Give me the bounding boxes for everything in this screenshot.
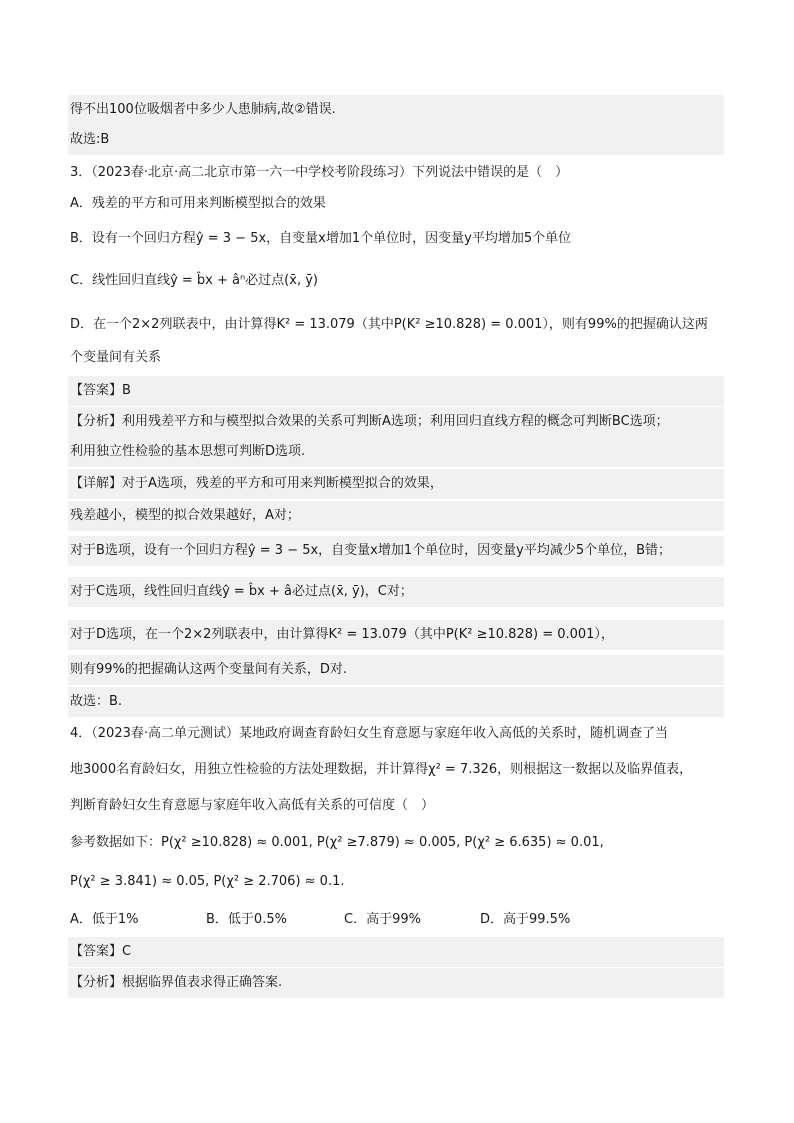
q3-option-d-cont: 个变量间有关系 <box>70 350 162 365</box>
q3-option-b: B．设有一个回归方程ŷ = 3 − 5x，自变量x增加1个单位时，因变量y平均增加5个单位 <box>70 231 572 246</box>
q3-option-a: A．残差的平方和可用来判断模型拟合的效果 <box>70 196 326 211</box>
question-4-stem-cont: 判断育龄妇女生育意愿与家庭年收入高低有关系的可信度（ ） <box>70 798 435 813</box>
q3-detail-line: 对于C选项，线性回归直线ŷ = b̂x + â必过点(x̄, ȳ)，C对； <box>68 577 724 607</box>
q3-detail-line: 残差越小，模型的拟合效果越好，A对； <box>68 501 724 531</box>
q4-option-a: A．低于1% <box>70 912 139 927</box>
q4-option-b: B．低于0.5% <box>206 912 287 927</box>
q4-reference-data-cont: P(χ² ≥ 3.841) ≈ 0.05, P(χ² ≥ 2.706) ≈ 0.1. <box>70 874 345 889</box>
q3-option-c: C．线性回归直线ŷ = b̂x + âⁿ必过点(x̄, ȳ) <box>70 273 318 288</box>
question-4-stem-cont: 地3000名育龄妇女，用独立性检验的方法处理数据，并计算得χ² = 7.326，则根据这一数据以及临界值表， <box>70 762 693 777</box>
question-4-stem: 4．（2023春·高二单元测试）某地政府调查育龄妇女生育意愿与家庭年收入高低的关系时，随机调查了当 <box>70 726 668 741</box>
text-line: 故选:B <box>68 125 724 155</box>
q3-conclusion: 故选：B. <box>68 687 724 717</box>
q3-analysis: 【分析】利用残差平方和与模型拟合效果的关系可判断A选项；利用回归直线方程的概念可判断BC选项； <box>68 407 724 437</box>
q4-reference-data: 参考数据如下：P(χ² ≥10.828) ≈ 0.001, P(χ² ≥7.879) ≈ 0.005, P(χ² ≥ 6.635) ≈ 0.01, <box>70 835 604 850</box>
q4-analysis: 【分析】根据临界值表求得正确答案. <box>68 968 724 998</box>
q3-detail-line: 则有99%的把握确认这两个变量间有关系，D对. <box>68 655 724 685</box>
question-3-stem: 3．（2023春·北京·高二北京市第一六一中学校考阶段练习）下列说法中错误的是（ ） <box>70 165 569 180</box>
q4-option-d: D．高于99.5% <box>480 912 571 927</box>
q4-option-c: C．高于99% <box>344 912 421 927</box>
q3-detail-line: 对于B选项，设有一个回归方程ŷ = 3 − 5x，自变量x增加1个单位时，因变量y平均减少5个单位，B错； <box>68 536 724 566</box>
q3-option-d: D．在一个2×2列联表中，由计算得K² = 13.079（其中P(K² ≥10.828) = 0.001），则有99%的把握确认这两 <box>70 317 708 332</box>
q3-detail-line: 对于D选项，在一个2×2列联表中，由计算得K² = 13.079（其中P(K² ≥10.828) = 0.001）， <box>68 620 724 650</box>
text-line: 得不出100位吸烟者中多少人患肺病,故②错误. <box>68 95 724 125</box>
q4-answer: 【答案】C <box>68 937 724 967</box>
q3-detail: 【详解】对于A选项，残差的平方和可用来判断模型拟合的效果， <box>68 469 724 499</box>
q3-answer: 【答案】B <box>68 376 724 406</box>
q3-analysis-cont: 利用独立性检验的基本思想可判断D选项. <box>68 437 724 467</box>
q4-options <box>68 905 724 935</box>
